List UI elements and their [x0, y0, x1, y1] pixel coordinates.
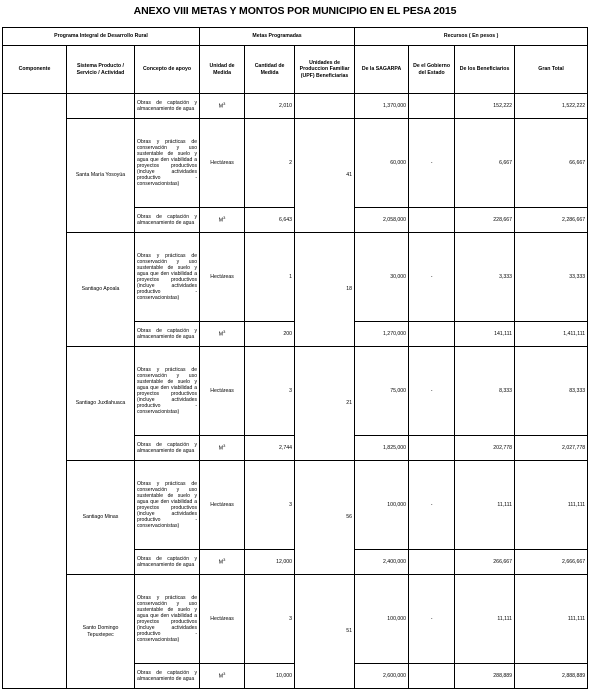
- concepto-cell: Obras y prácticas de conservación y uso sustentable de suelo y agua que den viabilidad a proyectos productivos (incluye actividades productivo - conservacionistas): [135, 119, 200, 208]
- municipio-cell: Santiago Juxtlahuaca: [67, 347, 135, 461]
- beneficiarios-cell: 11,111: [455, 461, 515, 550]
- unidad-cell: [200, 664, 245, 689]
- page-title: ANEXO VIII METAS Y MONTOS POR MUNICIPIO EN EL PESA 2015: [133, 5, 457, 17]
- concepto-cell: Obras de captación y almacenamiento de agua: [135, 550, 200, 575]
- cantidad-cell: 12,000: [245, 550, 295, 575]
- header-total: Gran Total: [515, 46, 588, 94]
- unit-m3: M: [218, 331, 224, 338]
- upf-cell: 21: [295, 347, 355, 461]
- estado-cell: -: [409, 119, 455, 208]
- header-upf: Unidades de Produccion Familiar (UPF) Beneficiarias: [295, 46, 355, 94]
- cantidad-cell: 6,643: [245, 208, 295, 233]
- upf-cell: [295, 94, 355, 119]
- sagarpa-cell: 2,600,000: [355, 664, 409, 689]
- sagarpa-cell: 100,000: [355, 575, 409, 664]
- header-unidad: Unidad de Medida: [200, 46, 245, 94]
- concepto-cell: Obras de captación y almacenamiento de agua: [135, 322, 200, 347]
- total-cell: 111,111: [515, 461, 588, 550]
- unit-m3-exponent: 3: [223, 443, 226, 449]
- table-row: [3, 347, 588, 436]
- upf-cell: 56: [295, 461, 355, 575]
- estado-cell: [409, 322, 455, 347]
- municipio-cell: Santo Domingo Tepuxtepec: [67, 575, 135, 689]
- unit-m3-exponent: 3: [223, 329, 226, 335]
- beneficiarios-cell: 228,667: [455, 208, 515, 233]
- group-programa: Programa Integral de Desarrollo Rural: [3, 28, 200, 46]
- total-cell: 2,666,667: [515, 550, 588, 575]
- unidad-cell: [200, 322, 245, 347]
- upf-cell: 51: [295, 575, 355, 689]
- header-sistema: Sistema Producto / Servicio / Actividad: [67, 46, 135, 94]
- estado-cell: -: [409, 575, 455, 664]
- concepto-cell: Obras de captación y almacenamiento de agua: [135, 664, 200, 689]
- concepto-cell: Obras y prácticas de conservación y uso sustentable de suelo y agua que den viabilidad a proyectos productivos (incluye actividades productivo - conservacionistas): [135, 347, 200, 436]
- concepto-cell: Obras y prácticas de conservación y uso sustentable de suelo y agua que den viabilidad a proyectos productivos (incluye actividades productivo - conservacionistas): [135, 575, 200, 664]
- total-cell: 2,286,667: [515, 208, 588, 233]
- unidad-cell: [200, 436, 245, 461]
- table-row: [3, 119, 588, 208]
- table-row: [3, 575, 588, 664]
- unit-m3-exponent: 3: [223, 557, 226, 563]
- concepto-cell: Obras de captación y almacenamiento de agua: [135, 436, 200, 461]
- metas-table: [2, 27, 588, 689]
- header-estado: De el Gobierno del Estado: [409, 46, 455, 94]
- group-recursos: Recursos ( En pesos ): [355, 28, 588, 46]
- total-cell: 66,667: [515, 119, 588, 208]
- total-cell: 83,333: [515, 347, 588, 436]
- total-cell: 1,411,111: [515, 322, 588, 347]
- header-cantidad: Cantidad de Medida: [245, 46, 295, 94]
- unit-m3: M: [218, 559, 224, 566]
- group-metas: Metas Programadas: [200, 28, 355, 46]
- total-cell: 33,333: [515, 233, 588, 322]
- cantidad-cell: 3: [245, 575, 295, 664]
- concepto-cell: Obras y prácticas de conservación y uso sustentable de suelo y agua que den viabilidad a proyectos productivos (incluye actividades productivo - conservacionistas): [135, 233, 200, 322]
- table-row: [3, 461, 588, 550]
- unit-m3: M: [218, 445, 224, 452]
- cantidad-cell: 200: [245, 322, 295, 347]
- componente-cell: [3, 94, 67, 689]
- concepto-cell: Obras de captación y almacenamiento de agua: [135, 94, 200, 119]
- unit-m3-exponent: 3: [223, 215, 226, 221]
- total-cell: 1,522,222: [515, 94, 588, 119]
- table-row: [3, 94, 588, 119]
- total-cell: 2,027,778: [515, 436, 588, 461]
- sagarpa-cell: 1,825,000: [355, 436, 409, 461]
- header-sagarpa: De la SAGARPA: [355, 46, 409, 94]
- beneficiarios-cell: 152,222: [455, 94, 515, 119]
- upf-cell: 18: [295, 233, 355, 347]
- unidad-cell: [200, 94, 245, 119]
- estado-cell: [409, 94, 455, 119]
- municipio-cell: Santiago Apoala: [67, 233, 135, 347]
- beneficiarios-cell: 3,333: [455, 233, 515, 322]
- unidad-cell: [200, 208, 245, 233]
- estado-cell: -: [409, 461, 455, 550]
- unit-m3-exponent: 3: [223, 671, 226, 677]
- estado-cell: -: [409, 233, 455, 322]
- municipio-cell: Santiago Minas: [67, 461, 135, 575]
- table-row: [3, 233, 588, 322]
- estado-cell: [409, 208, 455, 233]
- beneficiarios-cell: 288,889: [455, 664, 515, 689]
- unidad-cell: Hectáreas: [200, 233, 245, 322]
- header-beneficiarios: De los Beneficiarios: [455, 46, 515, 94]
- sagarpa-cell: 2,400,000: [355, 550, 409, 575]
- cantidad-cell: 1: [245, 233, 295, 322]
- cantidad-cell: 2,744: [245, 436, 295, 461]
- estado-cell: -: [409, 347, 455, 436]
- concepto-cell: Obras y prácticas de conservación y uso sustentable de suelo y agua que den viabilidad a proyectos productivos (incluye actividades productivo - conservacionistas): [135, 461, 200, 550]
- unit-m3: M: [218, 103, 224, 110]
- cantidad-cell: 2,010: [245, 94, 295, 119]
- beneficiarios-cell: 11,111: [455, 575, 515, 664]
- cantidad-cell: 3: [245, 461, 295, 550]
- sagarpa-cell: 2,058,000: [355, 208, 409, 233]
- upf-cell: 41: [295, 119, 355, 233]
- sistema-cell: [67, 94, 135, 119]
- total-cell: 2,888,889: [515, 664, 588, 689]
- unidad-cell: [200, 550, 245, 575]
- cantidad-cell: 3: [245, 347, 295, 436]
- unit-m3: M: [218, 673, 224, 680]
- sagarpa-cell: 30,000: [355, 233, 409, 322]
- estado-cell: [409, 664, 455, 689]
- beneficiarios-cell: 8,333: [455, 347, 515, 436]
- unidad-cell: Hectáreas: [200, 575, 245, 664]
- cantidad-cell: 10,000: [245, 664, 295, 689]
- total-cell: 111,111: [515, 575, 588, 664]
- estado-cell: [409, 436, 455, 461]
- sagarpa-cell: 1,270,000: [355, 322, 409, 347]
- beneficiarios-cell: 266,667: [455, 550, 515, 575]
- sagarpa-cell: 75,000: [355, 347, 409, 436]
- concepto-cell: Obras de captación y almacenamiento de agua: [135, 208, 200, 233]
- header-concepto: Concepto de apoyo: [135, 46, 200, 94]
- municipio-cell: Santa María Yosoyúa: [67, 119, 135, 233]
- sagarpa-cell: 60,000: [355, 119, 409, 208]
- header-componente: Componente: [3, 46, 67, 94]
- sagarpa-cell: 100,000: [355, 461, 409, 550]
- unidad-cell: Hectáreas: [200, 461, 245, 550]
- beneficiarios-cell: 141,111: [455, 322, 515, 347]
- beneficiarios-cell: 6,667: [455, 119, 515, 208]
- unit-m3-exponent: 3: [223, 101, 226, 107]
- cantidad-cell: 2: [245, 119, 295, 208]
- unidad-cell: Hectáreas: [200, 347, 245, 436]
- unit-m3: M: [218, 217, 224, 224]
- sagarpa-cell: 1,370,000: [355, 94, 409, 119]
- beneficiarios-cell: 202,778: [455, 436, 515, 461]
- estado-cell: [409, 550, 455, 575]
- unidad-cell: Hectáreas: [200, 119, 245, 208]
